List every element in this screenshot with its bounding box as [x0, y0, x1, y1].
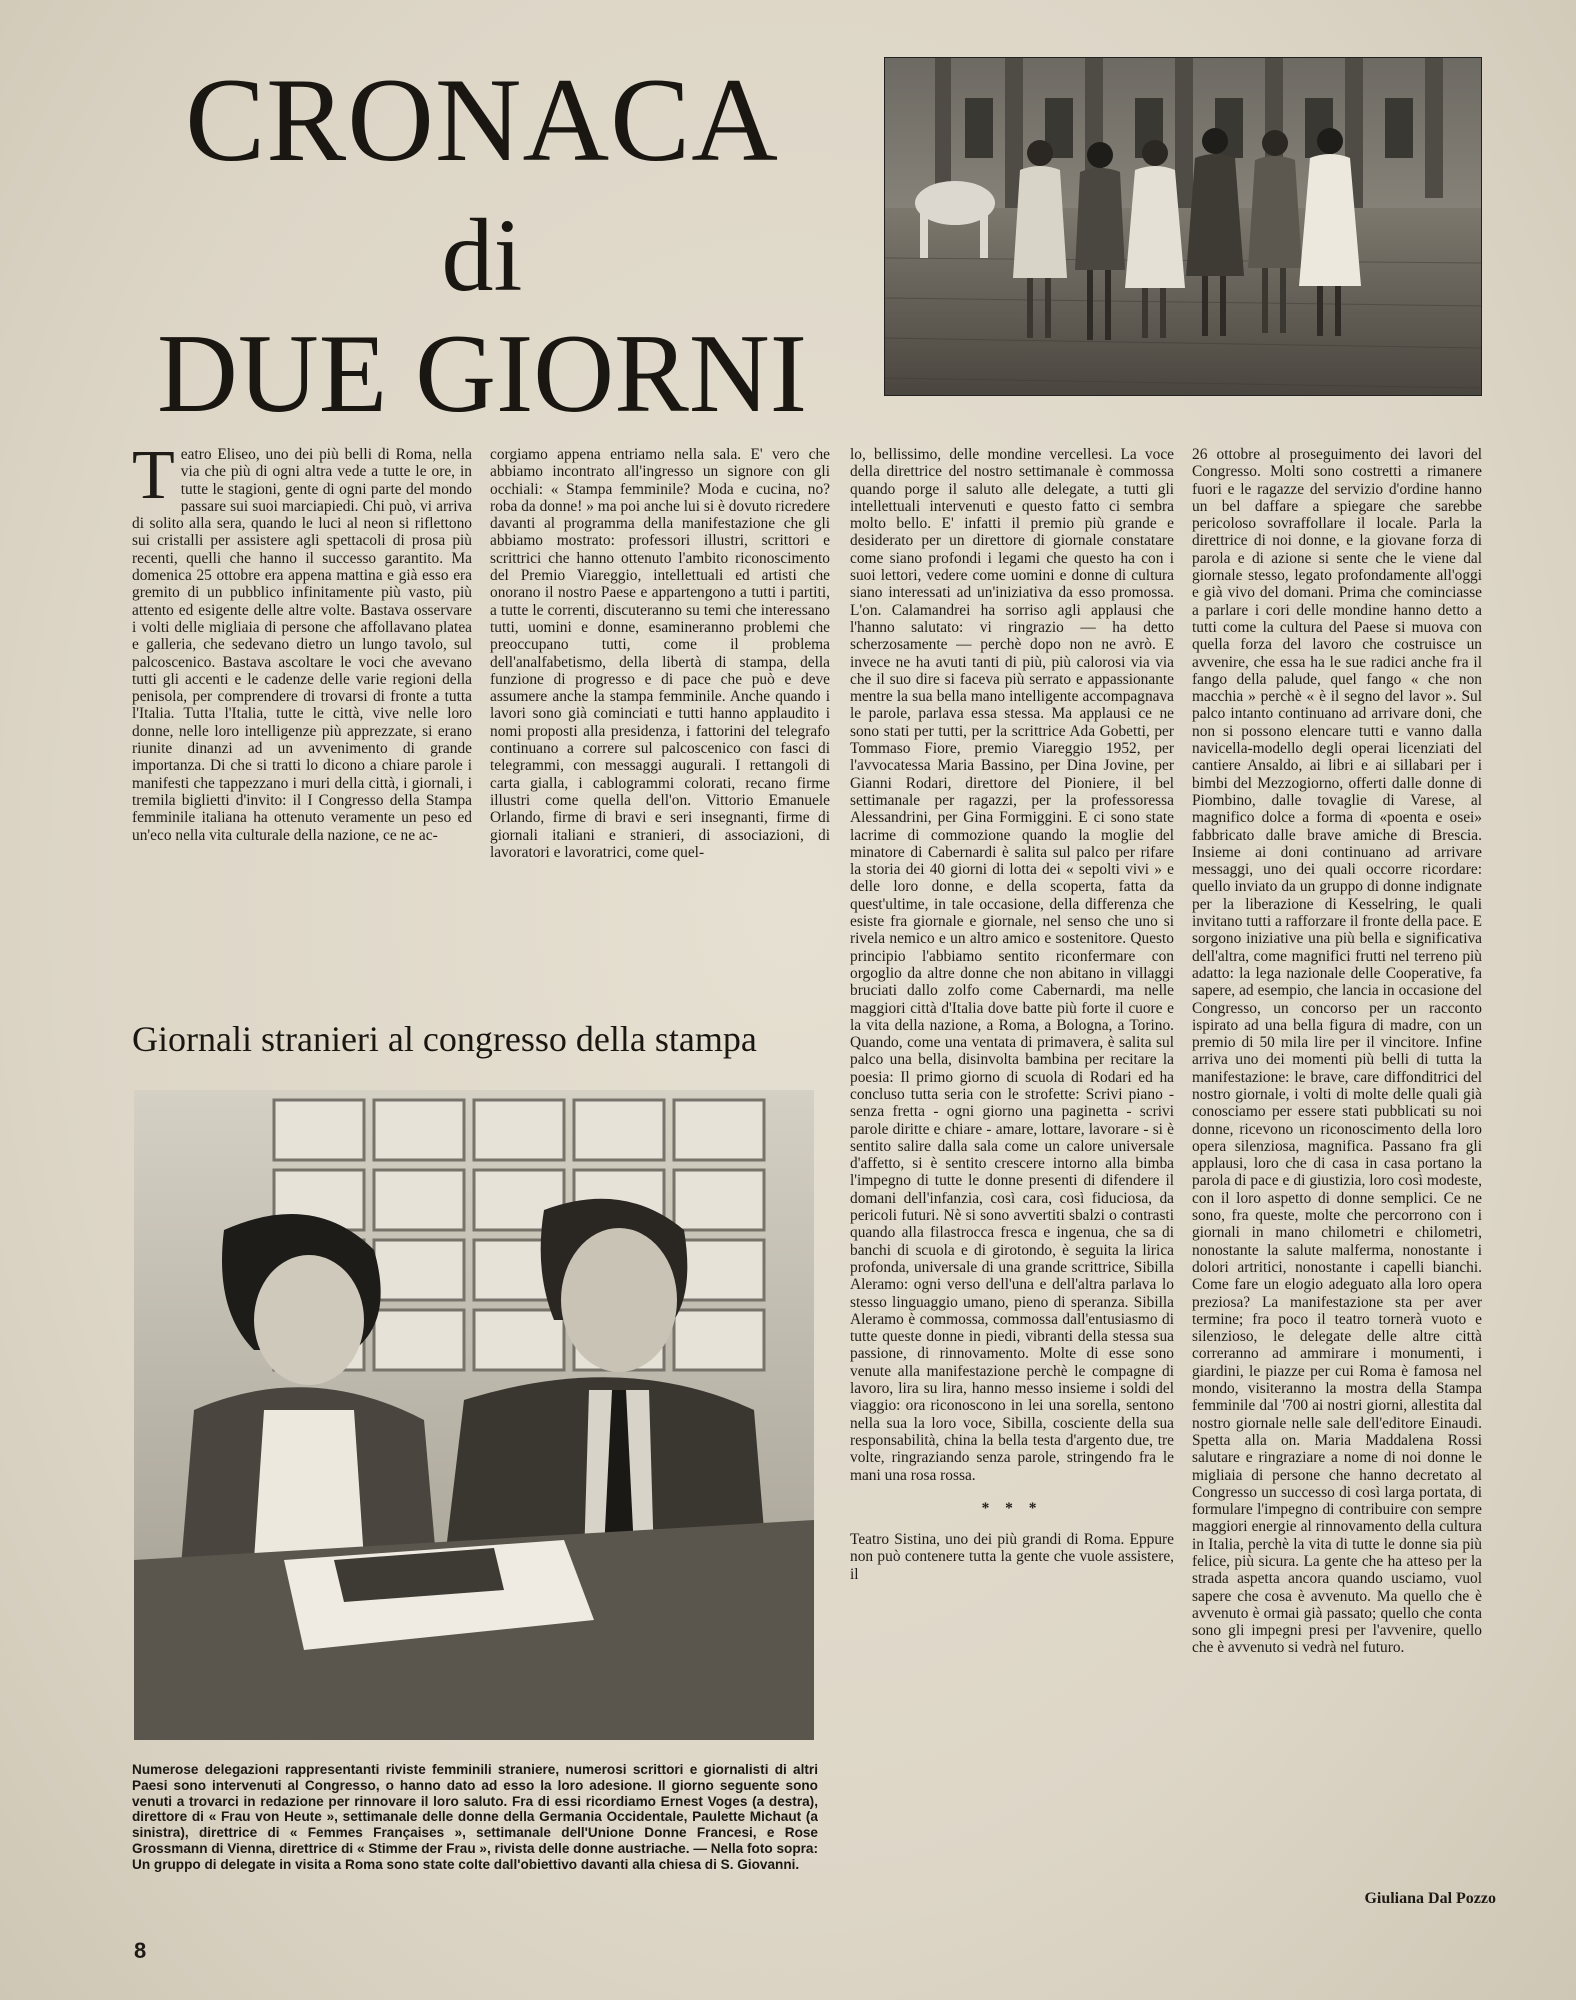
- photo-editorial-visit: [134, 1090, 814, 1740]
- author-name: Giuliana Dal Pozzo: [1364, 1890, 1496, 1907]
- headline-line-1: CRONACA: [185, 53, 779, 186]
- article-column-2: [490, 446, 830, 986]
- article-column-1: [132, 446, 472, 986]
- photo-caption: Numerose delegazioni rappresentanti riviste femminili straniere, numerosi scrittori e giornalisti di altri Paesi sono intervenuti al Congresso, o hanno dato ad esso la loro adesione. Il giorno seguente sono venuti a trovarci in redazione per rinnovare il loro saluto. Fra di essi ricordiamo Ernest Voges (a destra), direttore di « Frau von Heute », settimanale delle donne della Germania Occidentale, Paulette Michaut (a sinistra), direttrice di « Femmes Françaises », settimanale dell'Unione Donne Francesi, e Rose Grossmann di Vienna, direttrice di « Stimme der Frau », rivista delle donne austriache. — Nella foto sopra: Un gruppo di delegate in visita a Roma sono state colte dall'obiettivo davanti alla chiesa di S. Giovanni.: [132, 1762, 818, 1872]
- article-column-2-text: corgiamo appena entriamo nella sala. E' vero che abbiamo incontrato all'ingresso un signore con gli occhiali: « Stampa femminile? Moda e cucina, no? roba da donne! » ma poi anche lui si è dovuto ricredere davanti al programma della manifestazione che gli abbiamo mostrato: professori illustri, scrittori e scrittrici che hanno ottenuto l'ambito riconoscimento del Premio Viareggio, intellettuali ed artisti che onorano il nostro Paese e appartengono a tutti i partiti, a tutte le correnti, discuteranno su temi che interessano tutti, uomini e donne, esamineranno problemi che preoccupano tutti, come il problema dell'analfabetismo, della libertà di stampa, della funzione di progresso e di pace che può e deve assumere anche la stampa femminile. Anche quando i lavori sono già cominciati e tutti hanno applaudito i nomi proposti alla presidenza, i fattorini del telegrafo continuano a correre sul palcoscenico con fasci di telegrammi, con messaggi augurali. I rettangoli di carta gialla, i cablogrammi colorati, recano firme illustri come quella dell'on. Vittorio Emanuele Orlando, firme di bravi e seri insegnanti, firme di giornali italiani e stranieri, di associazioni, di lavoratori e lavoratrici, come quel-: [490, 446, 830, 861]
- article-column-3-tail: Teatro Sistina, uno dei più grandi di Roma. Eppure non può contenere tutta la gente che vuole assistere, il: [850, 1531, 1174, 1583]
- photo-delegates-walking: [884, 57, 1482, 396]
- byline: [1364, 1890, 1496, 1908]
- headline: [132, 52, 832, 436]
- headline-line-3: DUE GIORNI: [156, 312, 808, 436]
- article-column-4-text: 26 ottobre al proseguimento dei lavori del Congresso. Molti sono costretti a rimanere fuori e le ragazze del servizio d'ordine hanno un bel daffare a spiegare che sarebbe pericoloso sovraffollare il locale. Parla la direttrice di noi donne, e la giovane forza di parola e di azione si sente che le viene dal giornale stesso, legato profondamente all'oggi e già vivo del domani. Prima che cominciasse a parlare i cori delle mondine hanno detto a tutti come la cultura del Paese si muova con quella forza del lavoro che costruisce un avvenire, che essa ha le sue radici anche fra il fango della palude, quel fango « che non macchia » perchè « è il segno del lavor ». Sul palco intanto continuano ad arrivare doni, che non si possono elencare tutti e vanno dalla navicella-modello degli operai licenziati del cantiere Ansaldo, ai libri e ai sillabari per i bimbi del Mezzogiorno, offerti dalle donne di Piombino, dalle tovaglie di Varese, al magnifico dolce a forma di «poenta e osei» fabbricato dalle brave amiche di Brescia. Insieme ai doni continuano ad arrivare messaggi, uno dei quali occorre ricordare: quello inviato da un gruppo di donne indignate per la liberazione di Kesselring, le quali invitano tutti a rafforzare il fronte della pace. E sorgono iniziative una più bella e significativa dell'altra, come magnifici frutti nel terreno più adatto: la lega nazionale delle Cooperative, fa sapere, ad esempio, che lancia in occasione del Congresso, un concorso per un racconto ispirato ad una bella figura di madre, con un premio di 50 mila lire per il vincitore. Infine arriva uno dei momenti più belli di tutta la manifestazione: le brave, care diffonditrici del nostro giornale, i volti di molte delle quali già conosciamo per essere stati pubblicati su noi donne, ricevono un riconoscimento della loro opera silenziosa, magnifica. Passano fra gli applausi, loro che di casa in casa portano la parola di pace e di giustizia, loro così modeste, con il loro aspetto di donne semplici. Ce ne sono, fra queste, molte che percorrono con i giornali in mano chilometri e chilometri, nonostante la salute malferma, nonostante i dolori artritici, nonostante i capelli bianchi. Come fare un elogio adeguato alla loro opera preziosa? La manifestazione sta per aver termine; fra poco il teatro tornerà vuoto e silenzioso, le delegate delle altre città correranno ad ammirare i monumenti, i giardini, le piazze per cui Roma è famosa nel mondo, visiteranno la mostra della Stampa femminile dal '700 ai nostri giorni, allestita dal nostro giornale nelle sale dell'editore Einaudi. Spetta alla on. Maria Maddalena Rossi salutare e ringraziare a nome di noi donne le migliaia di persone che hanno decretato al Congresso un successo di così larga portata, di formulare l'impegno di contribuire con sempre maggiori energie al rinnovamento della cultura in Italia, perchè la vita di tutte le donne sia più felice, più sicura. La gente che ha atteso per la strada aspetta ancora quando usciamo, vuol sapere che cosa è avvenuto. Ma quello che è avvenuto è ormai già passato; quello che conta sono gli impegni presi per l'avvenire, quello che è avvenuto si vedrà nel futuro.: [1192, 446, 1482, 1657]
- article-column-3-text: lo, bellissimo, delle mondine vercellesi. La voce della direttrice del nostro settimanale è commossa quando porge il saluto alle delegate, a tutti gli intellettuali intervenuti e questo fatto ci sembra molto bello. E' infatti il premio più grande e desiderato per un direttore di giornale constatare come siano profondi i legami che questo ha con i suoi lettori, vedere come uomini e donne di cultura siano interessati ad un'iniziativa da esso promossa. L'on. Calamandrei ha sorriso agli applausi che l'hanno salutato: vi ringrazio — ha detto scherzosamente — perchè dopo non ne avrò. E invece ne ha avuti tanti di più, più calorosi via via che il suo dire si faceva più serrato e appassionante mentre la sua bella mano intelligente accompagnava le parole, parlava essa stessa. Ma applausi ce ne sono stati per tutti, per la scrittrice Ada Gobetti, per Tommaso Fiore, premio Viareggio 1952, per l'avvocatessa Maria Bassino, per Dina Jovine, per Gianni Rodari, direttore del Pioniere, il bel settimanale per ragazzi, per la professoressa Alessandrini, per Gina Formiggini. E ci sono state lacrime di commozione quando la moglie del minatore di Cabernardi è salita sul palco per rifare la storia dei 40 giorni di lotta dei « sepolti vivi » e delle loro donne, e della scoperta, fatta da quest'ultime, in tale occasione, della differenza che esiste fra giornale e giornale, nel senso che uno si rivela nemico e un altro amico e sostenitore. Questo principio l'abbiamo sentito riconfermare con orgoglio da altre donne che non abitano in villaggi bruciati dallo zolfo come Cabernardi, ma nelle maggiori città d'Italia dove batte più forte il cuore e la vita della nazione, a Roma, a Bologna, a Torino. Quando, come una ventata di primavera, è salita sul palco una bella, disinvolta bambina per recitare la poesia: Il primo giorno di scuola di Rodari ed ha concluso tutta seria con le strofette: Scrivi piano - senza fretta - ogni giorno una paginetta - scrivi parole diritte e chiare - amare, lottare, lavorare - si è sentito salire dalla sala come un calore universale d'affetto, si è sentito crescere intorno alla bimba l'impegno di tutte le donne presenti di difendere il domani dell'infanzia, così cara, così fiduciosa, da pericoli futuri. Nè si sono avvertiti sbalzi o contrasti quando alla filastrocca fresca e ingenua, che sa di banchi di scuola e di girotondo, è seguita la lirica profonda, universale di una grande scrittrice, Sibilla Aleramo: ogni verso dell'una e dell'altra parlava lo stesso linguaggio umano, pieno di speranza. Sibilla Aleramo è commossa, commossa dall'entusiasmo di tutte queste donne in piedi, vibranti della stessa sua passione, di rinnovamento. Molte di esse sono venute alla manifestazione perchè le compagne di lavoro, lira su lira, hanno messo insieme i soldi del viaggio: ora riconoscono in lei una sorella, sentono nella sua la loro voce, Sibilla, cosciente della sua responsabilità, china la bella testa d'argento due, tre volte, ringraziando senza parole, stringendo fra le mani una rosa rossa.: [850, 446, 1174, 1484]
- section-title: Giornali stranieri al congresso della stampa: [132, 1019, 757, 1059]
- page-number: 8: [134, 1938, 147, 1963]
- drop-cap: T: [132, 446, 175, 514]
- article-column-4: [1192, 446, 1482, 1916]
- section-separator: * * *: [981, 1499, 1043, 1517]
- article-column-3: [850, 446, 1174, 1886]
- headline-line-2: di: [441, 198, 523, 313]
- article-column-1-text: eatro Eliseo, uno dei più belli di Roma, nella via che più di ogni altra vede a tutte le ore, in tutte le stagioni, gente di ogni parte del mondo passare sui suoi marciapiedi. Chi può, vi arriva di solito alla sera, quando le luci al neon si riflettono sui cristalli per assistere agli spettacoli di prosa più recenti, quelli che hanno il successo garantito. Ma domenica 25 ottobre era appena mattina e già esso era gremito di un pubblico infinitamente più vasto, più attento ed esigente delle altre volte. Bastava osservare i volti delle migliaia di persone che affollavano platea e galleria, che sedevano dietro un lungo tavolo, sul palcoscenico. Bastava ascoltare le voci che avevano tutti gli accenti e le cadenze delle varie regioni della penisola, per comprendere di trovarsi di fronte a tutta l'Italia. Tutta l'Italia, tutte le città, vive nelle loro donne, nelle loro intelligenze più apprezzate, si erano riunite dinanzi ad un avvenimento di grande importanza. Di che si tratti lo dicono a chiare parole i manifesti che tappezzano i muri della città, i giornali, i tremila biglietti d'invito: il I Congresso della Stampa femminile italiana ha ottenuto veramente un peso ed un'eco nella vita culturale della nazione, ce ne ac-: [132, 446, 472, 844]
